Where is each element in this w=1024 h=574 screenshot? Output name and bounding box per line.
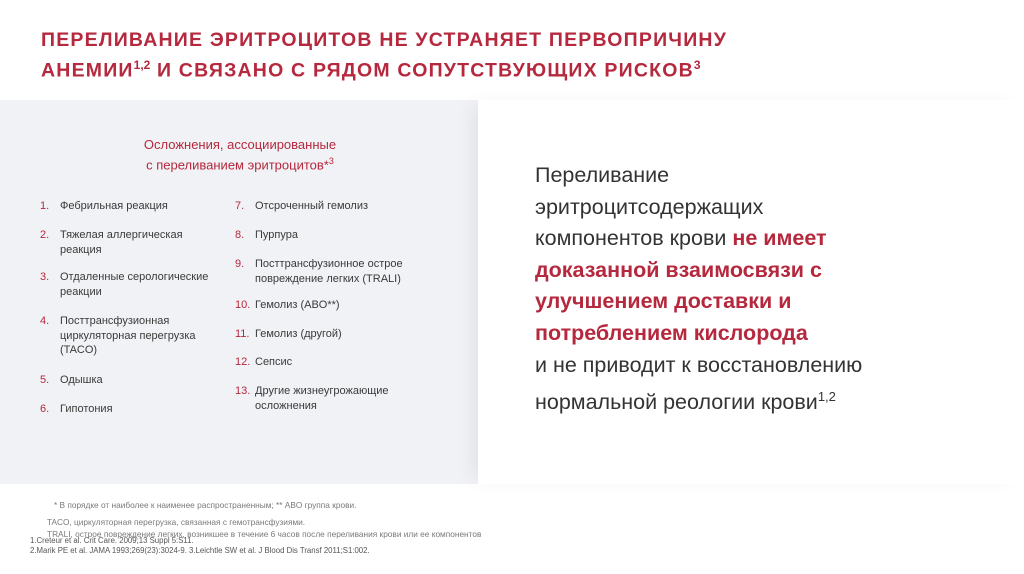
complication-text-line: Фебрильная реакция [60,200,168,212]
complication-text-line: реакция [60,243,102,256]
key-statement [535,160,975,419]
statement-line-1: Переливание [535,163,670,187]
statement-line-2: эритроцитсодержащих [535,194,764,219]
complication-text-line: Пурпура [255,229,298,241]
slide-title [41,28,941,84]
complication-text-line: Посттрансфузионное острое [255,258,403,270]
complication-text [255,298,340,313]
title-line-2 [41,53,941,84]
complication-text [60,402,113,417]
complication-text [60,373,103,388]
complication-number: 13. [235,385,251,397]
complication-text [60,314,196,358]
complication-text-line: Гипотония [60,403,113,415]
complication-text-line: Тяжелая аллергическая [60,229,183,241]
complication-text [255,257,403,286]
complication-text [255,199,368,214]
complication-number: 2. [40,229,50,241]
complication-text [255,327,342,342]
complication-text-line: Сепсис [255,356,293,368]
complication-number: 10. [235,299,251,311]
complication-number: 11. [235,328,250,340]
statement-line-8: нормальной реологии крови [535,390,818,415]
complication-text [60,270,208,299]
complication-number: 4. [40,315,50,327]
footnote-taco: TACO, циркуляторная перегрузка, связанная с гемотрансфузиями. [47,517,306,527]
statement-highlight-4: потреблением кислорода [535,320,808,345]
statement-ref: 1,2 [817,389,836,405]
complication-text-line: Гемолиз (другой) [255,328,342,340]
reference-2-3: 2.Marik PE et al. JAMA 1993;269(23):3024-9. 3.Leichtle SW et al. J Blood Dis Transf 2011;S1:002. [30,546,370,555]
complication-text [255,355,292,370]
complication-text-line: Одышка [60,374,103,386]
complication-text [60,228,183,257]
complication-text-line: Гемолиз (ABO**) [255,299,340,311]
complication-text-line: Другие жизнеугрожающие [255,385,389,397]
complication-number: 9. [235,258,245,270]
complication-text [255,384,389,413]
complication-number: 7. [235,200,245,212]
complication-number: 3. [40,271,50,283]
complication-text-line: Посттрансфузионная [60,315,170,327]
statement-highlight-2: доказанной взаимосвязи с [535,257,822,282]
complication-number: 12. [235,356,251,368]
complication-number: 6. [40,403,50,415]
complication-text [255,228,298,243]
complication-text-line: Отдаленные серологические [60,271,209,283]
footnote-trali: TRALI, острое повреждение легких, возникшее в течение 6 часов после переливания крови или ее компонентов [47,529,482,539]
complication-text-line: (TACO) [60,344,98,356]
complication-text-line: циркуляторная перегрузка [60,329,196,342]
title-line-2-start: АНЕМИИ [41,59,134,82]
statement-highlight-3: улучшением доставки и [535,289,792,314]
complication-number: 8. [235,229,245,241]
complication-text [60,199,168,214]
complication-text-line: Отсроченный гемолиз [255,200,369,212]
reference-1: 1.Creteur et al. Crit Care. 2009;13 Suppl 5:S11. [30,536,194,545]
complications-heading-line-1: Осложнения, ассоциированные [143,137,337,152]
statement-line-7: и не приводит к восстановлению [535,352,863,377]
complications-heading-line-2: с переливанием эритроцитов* [146,157,329,173]
complication-text-line: реакции [60,285,102,298]
title-ref-2: 3 [693,58,701,72]
title-ref-1: 1,2 [133,58,151,72]
complication-text-line: осложнения [255,399,317,412]
complication-number: 1. [40,200,50,212]
title-line-2-end: И СВЯЗАНО С РЯДОМ СОПУТСТВУЮЩИХ РИСКОВ [150,59,694,82]
statement-line-3: компонентов крови [535,226,733,251]
title-line-1: ПЕРЕЛИВАНИЕ ЭРИТРОЦИТОВ НЕ УСТРАНЯЕТ ПЕРВОПРИЧИНУ [41,29,728,51]
complications-heading-ref: 3 [328,156,334,166]
footnote-order: * В порядке от наиболее к наименее распространенным; ** ABO группа крови. [54,500,357,510]
complication-number: 5. [40,374,50,386]
complications-heading [90,136,390,173]
complication-text-line: повреждение легких (TRALI) [255,272,401,285]
statement-highlight-1: не имеет [732,226,827,251]
